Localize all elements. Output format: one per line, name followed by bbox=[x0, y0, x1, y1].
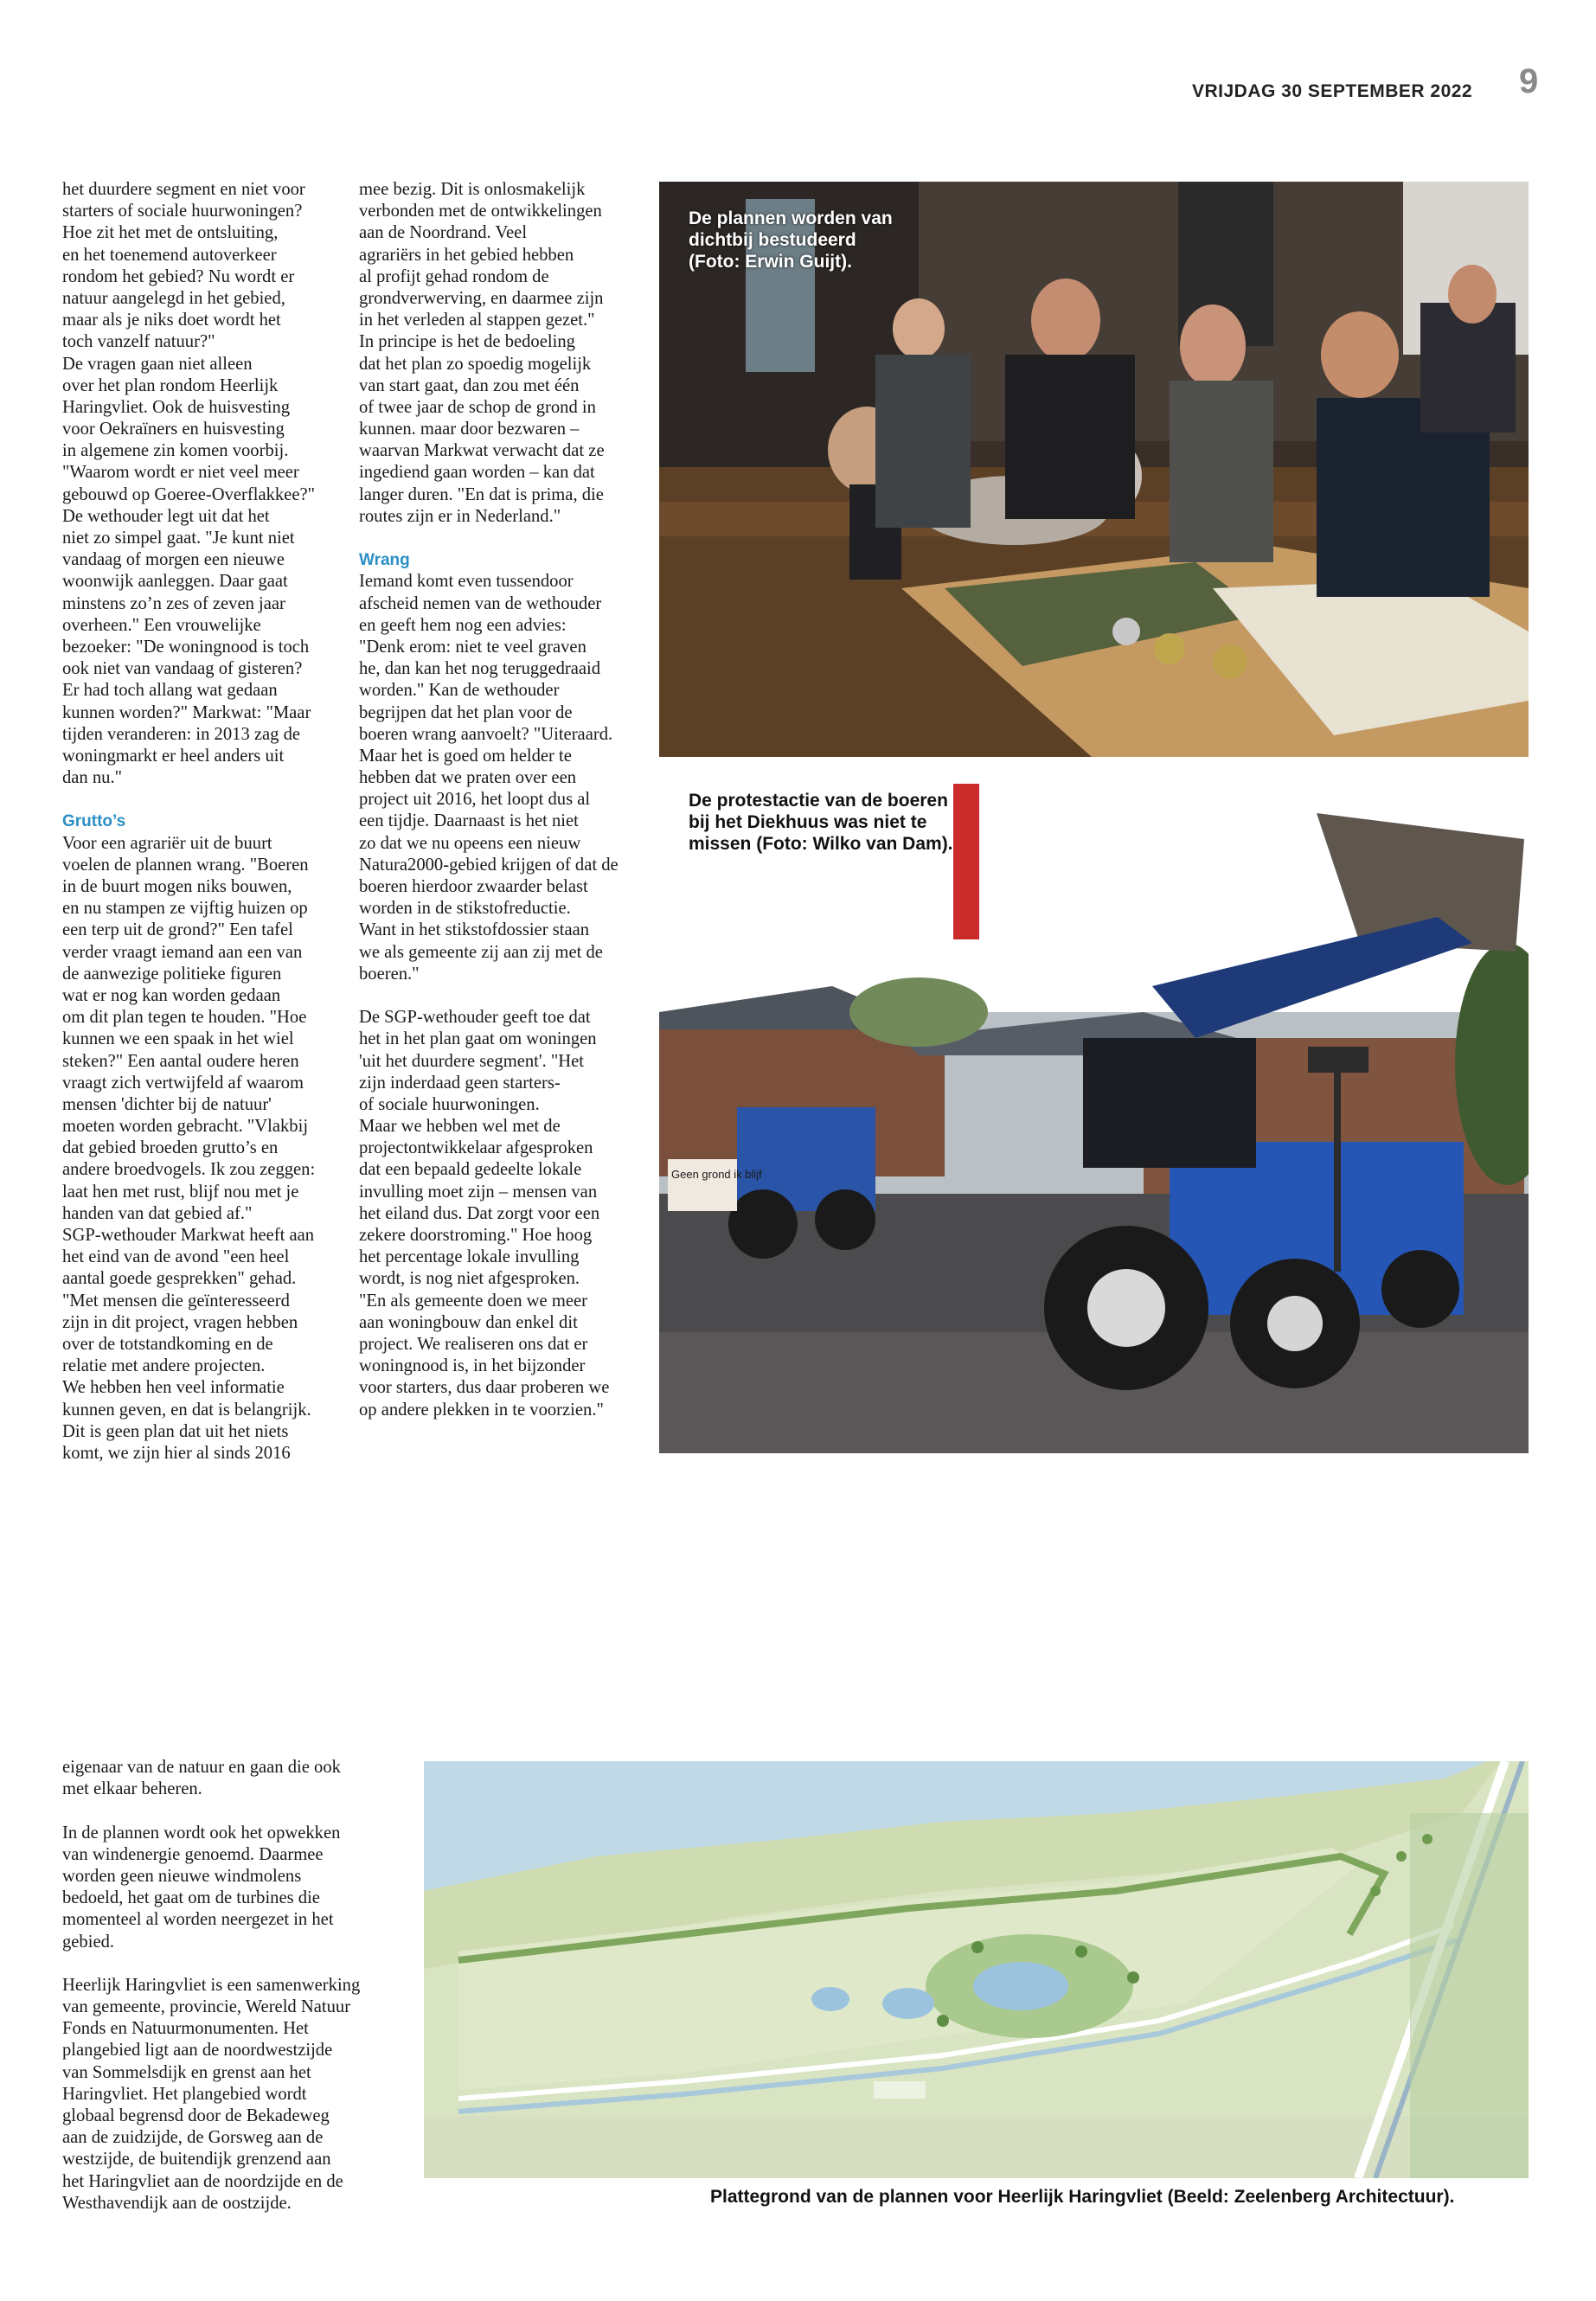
caption-line: missen (Foto: Wilko van Dam). bbox=[689, 834, 953, 854]
body-line: rondom het gebied? Nu wordt er bbox=[62, 266, 295, 286]
body-line: hebben dat we praten over een bbox=[359, 768, 577, 788]
map-caption: Plattegrond van de plannen voor Heerlijk Haringvliet (Beeld: Zeelenberg Architectuur). bbox=[710, 2187, 1455, 2207]
body-line: Haringvliet. Ook de huisvesting bbox=[62, 397, 291, 417]
body-line: gebied. bbox=[62, 1932, 115, 1952]
body-line: in het verleden al stappen gezet." bbox=[359, 311, 595, 330]
body-line: worden." Kan de wethouder bbox=[359, 681, 560, 701]
body-line: moeten worden gebracht. "Vlakbij bbox=[62, 1117, 309, 1137]
body-line: kunnen. maar door bezwaren – bbox=[359, 420, 580, 439]
body-line: Want in het stikstofdossier staan bbox=[359, 920, 590, 940]
body-line: "Denk erom: niet te veel graven bbox=[359, 637, 586, 657]
body-line: In de plannen wordt ook het opwekken bbox=[62, 1823, 341, 1843]
body-line: tijden veranderen: in 2013 zag de bbox=[62, 724, 301, 744]
body-line: zekere doorstroming." Hoe hoog bbox=[359, 1226, 593, 1245]
body-line: woningmarkt er heel anders uit bbox=[62, 746, 285, 766]
photo-meeting-caption bbox=[689, 208, 893, 272]
body-line: woonwijk aanleggen. Daar gaat bbox=[62, 572, 288, 592]
body-line: begrijpen dat het plan voor de bbox=[359, 702, 573, 722]
body-line: Maar het is goed om helder te bbox=[359, 746, 572, 766]
body-line: we als gemeente zij aan zij met de bbox=[359, 942, 603, 962]
body-line: De vragen gaan niet alleen bbox=[62, 354, 253, 374]
body-line: handen van dat gebied af." bbox=[62, 1203, 253, 1223]
body-line: het eind van de avond "een heel bbox=[62, 1247, 290, 1267]
body-line: Fonds en Natuurmonumenten. Het bbox=[62, 2019, 309, 2039]
body-line: en het toenemend autoverkeer bbox=[62, 245, 277, 265]
body-line: worden geen nieuwe windmolens bbox=[62, 1866, 302, 1886]
body-line: over de totstandkoming en de bbox=[62, 1334, 273, 1354]
body-line: dat een bepaald gedeelte lokale bbox=[359, 1160, 582, 1180]
caption-line: dichtbij bestudeerd bbox=[689, 230, 856, 250]
body-line: plangebied ligt aan de noordwestzijde bbox=[62, 2041, 333, 2061]
body-line: dan nu." bbox=[62, 768, 123, 788]
body-line: van start gaat, dan zou met één bbox=[359, 375, 580, 395]
article-bottom-column bbox=[62, 1757, 360, 2214]
paragraph-gap bbox=[359, 985, 619, 1007]
body-line: woningnood is, in het bijzonder bbox=[359, 1356, 586, 1376]
paragraph-gap bbox=[62, 789, 315, 811]
body-line: bedoeld, het gaat om de turbines die bbox=[62, 1888, 320, 1908]
body-line: afscheid nemen van de wethouder bbox=[359, 593, 602, 613]
body-line: gebouwd op Goeree-Overflakkee?" bbox=[62, 484, 316, 504]
body-line: Natura2000-gebied krijgen of dat de bbox=[359, 855, 619, 875]
body-line: ingediend gaan worden – kan dat bbox=[359, 463, 595, 483]
body-line: steken?" Een aantal oudere heren bbox=[62, 1051, 299, 1071]
body-line: momenteel al worden neergezet in het bbox=[62, 1910, 334, 1930]
photo-tractor-protest bbox=[659, 779, 1529, 1453]
body-line: voor Oekraïners en huisvesting bbox=[62, 420, 285, 439]
body-line: aan de Noordrand. Veel bbox=[359, 223, 528, 243]
body-line: het Haringvliet aan de noordzijde en de bbox=[62, 2171, 343, 2191]
paragraph-gap bbox=[359, 528, 619, 549]
body-line: verbonden met de ontwikkelingen bbox=[359, 202, 602, 221]
body-line: verder vraagt iemand aan een van bbox=[62, 942, 303, 962]
body-line: mee bezig. Dit is onlosmakelijk bbox=[359, 180, 586, 199]
body-line: dat het plan zo spoedig mogelijk bbox=[359, 354, 592, 374]
body-line: In principe is het de bedoeling bbox=[359, 332, 575, 352]
body-line: langer duren. "En dat is prima, die bbox=[359, 484, 604, 504]
body-line: ook niet van vandaag of gisteren? bbox=[62, 659, 303, 679]
body-line: dat gebied broeden grutto’s en bbox=[62, 1138, 279, 1158]
body-line: project. We realiseren ons dat er bbox=[359, 1334, 588, 1354]
body-line: toch vanzelf natuur?" bbox=[62, 332, 215, 352]
body-line: globaal begrensd door de Bekadeweg bbox=[62, 2106, 330, 2125]
photo-tractor-caption bbox=[689, 790, 953, 855]
body-line: komt, we zijn hier al sinds 2016 bbox=[62, 1443, 291, 1463]
body-line: het duurdere segment en niet voor bbox=[62, 180, 305, 199]
body-line: met elkaar beheren. bbox=[62, 1779, 202, 1799]
body-line: vandaag of morgen een nieuwe bbox=[62, 550, 285, 570]
body-line: het percentage lokale invulling bbox=[359, 1247, 580, 1267]
body-line: boeren." bbox=[359, 964, 420, 984]
body-line: worden in de stikstofreductie. bbox=[359, 899, 571, 919]
body-line: boeren hierdoor zwaarder belast bbox=[359, 877, 588, 896]
body-line: Heerlijk Haringvliet is een samenwerking bbox=[62, 1975, 361, 1995]
page-number: 9 bbox=[1519, 62, 1539, 100]
body-line: van Sommelsdijk en grenst aan het bbox=[62, 2062, 311, 2082]
body-line: een tijdje. Daarnaast is het niet bbox=[359, 811, 579, 831]
body-line: om dit plan tegen te houden. "Hoe bbox=[62, 1008, 307, 1028]
body-line: Voor een agrariër uit de buurt bbox=[62, 833, 272, 853]
body-line: minstens zo’n zes of zeven jaar bbox=[62, 593, 285, 613]
body-line: al profijt gehad rondom de bbox=[359, 266, 549, 286]
body-line: het in het plan gaat om woningen bbox=[359, 1029, 597, 1049]
body-line: boeren wrang aanvoelt? "Uiteraard. bbox=[359, 724, 613, 744]
paragraph-gap bbox=[62, 1800, 360, 1822]
body-line: Hoe zit het met de ontsluiting, bbox=[62, 223, 279, 243]
body-line: aantal goede gesprekken" gehad. bbox=[62, 1269, 297, 1289]
body-line: maar als je niks doet wordt het bbox=[62, 311, 281, 330]
body-line: bezoeker: "De woningnood is toch bbox=[62, 637, 310, 657]
caption-line: (Foto: Erwin Guijt). bbox=[689, 252, 852, 272]
body-line: voor starters, dus daar proberen we bbox=[359, 1378, 610, 1398]
body-line: waarvan Markwat verwacht dat ze bbox=[359, 441, 605, 461]
body-line: kunnen we een spaak in het wiel bbox=[62, 1029, 294, 1049]
caption-line: De protestactie van de boeren bbox=[689, 791, 948, 811]
body-line: SGP-wethouder Markwat heeft aan bbox=[62, 1226, 315, 1245]
body-line: van gemeente, provincie, Wereld Natuur bbox=[62, 1997, 351, 2017]
body-line: op andere plekken in te voorzien." bbox=[359, 1400, 604, 1420]
body-line: de aanwezige politieke figuren bbox=[62, 964, 282, 984]
body-line: over het plan rondom Heerlijk bbox=[62, 375, 279, 395]
caption-line: De plannen worden van bbox=[689, 208, 893, 228]
body-line: Er had toch allang wat gedaan bbox=[62, 681, 278, 701]
body-line: natuur aangelegd in het gebied, bbox=[62, 288, 285, 308]
plan-map bbox=[424, 1761, 1529, 2178]
body-line: kunnen worden?" Markwat: "Maar bbox=[62, 702, 311, 722]
article-column-2 bbox=[359, 179, 619, 1421]
body-line: eigenaar van de natuur en gaan die ook bbox=[62, 1758, 341, 1777]
body-line: wat er nog kan worden gedaan bbox=[62, 985, 281, 1005]
subhead-gruttos: Grutto’s bbox=[62, 812, 126, 831]
body-line: aan de zuidzijde, de Gorsweg aan de bbox=[62, 2128, 324, 2148]
body-line: De wethouder legt uit dat het bbox=[62, 506, 270, 526]
body-line: overheen." Een vrouwelijke bbox=[62, 615, 261, 635]
body-line: Iemand komt even tussendoor bbox=[359, 572, 574, 592]
body-line: wordt, is nog niet afgesproken. bbox=[359, 1269, 580, 1289]
caption-line: bij het Diekhuus was niet te bbox=[689, 812, 927, 832]
body-line: grondverwerving, en daarmee zijn bbox=[359, 288, 604, 308]
body-line: van windenergie genoemd. Daarmee bbox=[62, 1844, 324, 1864]
body-line: "Waarom wordt er niet veel meer bbox=[62, 463, 299, 483]
body-line: mensen 'dichter bij de natuur' bbox=[62, 1094, 272, 1114]
body-line: het eiland dus. Dat zorgt voor een bbox=[359, 1203, 600, 1223]
article-column-1 bbox=[62, 179, 315, 1465]
body-line: Maar we hebben wel met de bbox=[359, 1117, 561, 1137]
subhead-wrang: Wrang bbox=[359, 551, 410, 570]
body-line: in algemene zin komen voorbij. bbox=[62, 441, 289, 461]
body-line: routes zijn er in Nederland." bbox=[359, 506, 561, 526]
body-line: relatie met andere projecten. bbox=[62, 1356, 266, 1376]
body-line: in de buurt mogen niks bouwen, bbox=[62, 877, 292, 896]
body-line: We hebben hen veel informatie bbox=[62, 1378, 285, 1398]
body-line: "En als gemeente doen we meer bbox=[359, 1291, 587, 1311]
body-line: aan woningbouw dan enkel dit bbox=[359, 1312, 578, 1332]
body-line: of twee jaar de schop de grond in bbox=[359, 397, 596, 417]
body-line: Dit is geen plan dat uit het niets bbox=[62, 1421, 289, 1441]
body-line: zijn in dit project, vragen hebben bbox=[62, 1312, 298, 1332]
body-line: kunnen geven, en dat is belangrijk. bbox=[62, 1400, 311, 1420]
body-line: projectontwikkelaar afgesproken bbox=[359, 1138, 593, 1158]
body-line: een terp uit de grond?" Een tafel bbox=[62, 920, 293, 940]
body-line: "Met mensen die geïnteresseerd bbox=[62, 1291, 290, 1311]
body-line: en geeft hem nog een advies: bbox=[359, 615, 567, 635]
body-line: starters of sociale huurwoningen? bbox=[62, 202, 303, 221]
body-line: laat hen met rust, blijf nou met je bbox=[62, 1182, 299, 1202]
body-line: 'uit het duurdere segment'. "Het bbox=[359, 1051, 585, 1071]
body-line: he, dan kan het nog teruggedraaid bbox=[359, 659, 601, 679]
body-line: niet zo simpel gaat. "Je kunt niet bbox=[62, 529, 295, 548]
body-line: of sociale huurwoningen. bbox=[359, 1094, 540, 1114]
body-line: invulling moet zijn – mensen van bbox=[359, 1182, 598, 1202]
body-line: en nu stampen ze vijftig huizen op bbox=[62, 899, 308, 919]
tractor-sign-text: Geen grond ik blijf bbox=[671, 1168, 762, 1181]
body-line: agrariërs in het gebied hebben bbox=[359, 245, 574, 265]
body-line: andere broedvogels. Ik zou zeggen: bbox=[62, 1160, 316, 1180]
body-line: westzijde, de buitendijk grenzend aan bbox=[62, 2150, 331, 2170]
body-line: zo dat we nu opeens een nieuw bbox=[359, 833, 581, 853]
body-line: vraagt zich vertwijfeld af waarom bbox=[62, 1073, 304, 1093]
body-line: voelen de plannen wrang. "Boeren bbox=[62, 855, 309, 875]
body-line: Westhavendijk aan de oostzijde. bbox=[62, 2193, 292, 2213]
body-line: Haringvliet. Het plangebied wordt bbox=[62, 2084, 307, 2104]
body-line: De SGP-wethouder geeft toe dat bbox=[359, 1008, 591, 1028]
body-line: zijn inderdaad geen starters- bbox=[359, 1073, 561, 1093]
issue-date: VRIJDAG 30 SEPTEMBER 2022 bbox=[1192, 81, 1473, 101]
body-line: project uit 2016, het loopt dus al bbox=[359, 790, 591, 810]
paragraph-gap bbox=[62, 1953, 360, 1975]
